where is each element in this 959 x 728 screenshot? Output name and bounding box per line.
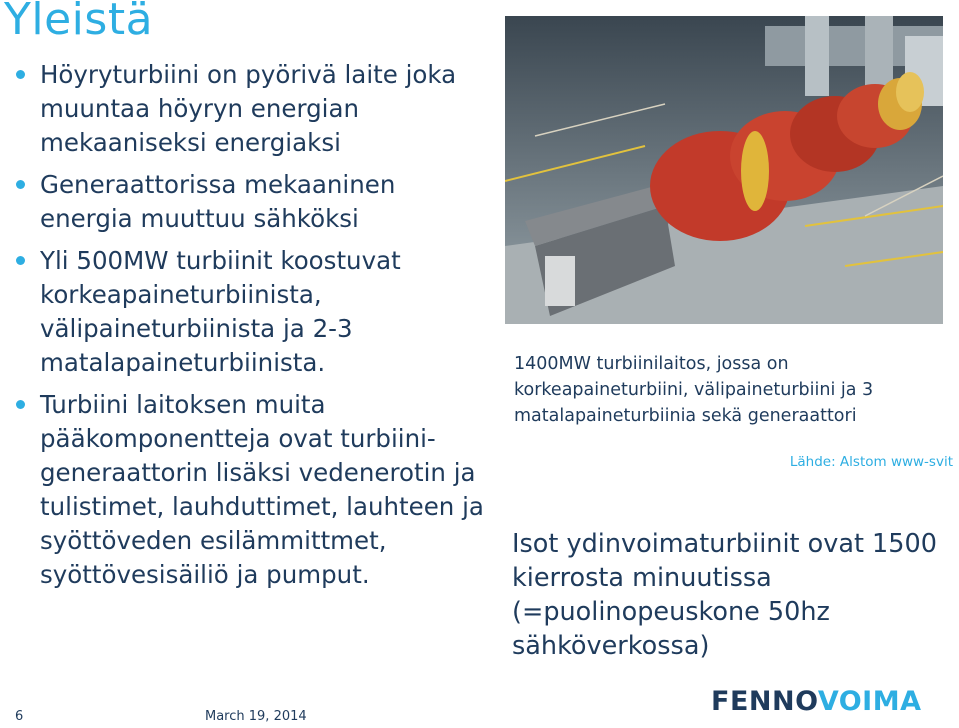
logo-part2: VOIMA — [817, 686, 922, 717]
bullet-text: Turbiini laitoksen muita pääkomponentteja ovat turbiini-generaattorin lisäksi vedenerotin ja tulistimet, lauhduttimet, lauhteen ja syöttöveden esilämmittmet, syöttövesisäiliö ja pumput. — [40, 390, 484, 589]
bullet-dot-icon — [16, 180, 25, 189]
bullet-item — [14, 58, 484, 160]
fennovoima-logo — [711, 686, 922, 717]
footer-date: March 19, 2014 — [205, 709, 307, 724]
side-note: Isot ydinvoimaturbiinit ovat 1500 kierrosta minuutissa (=puolinopeuskone 50hz sähköverkossa) — [512, 529, 937, 661]
bullet-text: Yli 500MW turbiinit koostuvat korkeapaineturbiinista, välipaineturbiinista ja 2-3 matalapaineturbiinista. — [40, 246, 401, 377]
bullet-text: Höyryturbiini on pyörivä laite joka muuntaa höyryn energian mekaaniseksi energiaksi — [40, 60, 457, 157]
image-caption: 1400MW turbiinilaitos, jossa on korkeapaineturbiini, välipaineturbiini ja 3 matalapaineturbiinia sekä generaattori — [514, 354, 874, 426]
turbine-hall-photo — [505, 16, 943, 324]
bullet-item — [14, 244, 484, 380]
slide-title: Yleistä — [4, 0, 154, 45]
bullet-dot-icon — [16, 70, 25, 79]
turbine-illustration — [505, 16, 943, 324]
bullet-dot-icon — [16, 400, 25, 409]
bullet-text: Generaattorissa mekaaninen energia muuttuu sähköksi — [40, 170, 396, 233]
bullet-item — [14, 388, 484, 592]
page-number: 6 — [15, 709, 24, 724]
logo-part1: FENNO — [711, 686, 818, 717]
bullet-dot-icon — [16, 256, 25, 265]
image-source: Lähde: Alstom www-svit — [789, 454, 953, 470]
bullet-item — [14, 168, 484, 236]
bullet-list — [14, 58, 484, 600]
